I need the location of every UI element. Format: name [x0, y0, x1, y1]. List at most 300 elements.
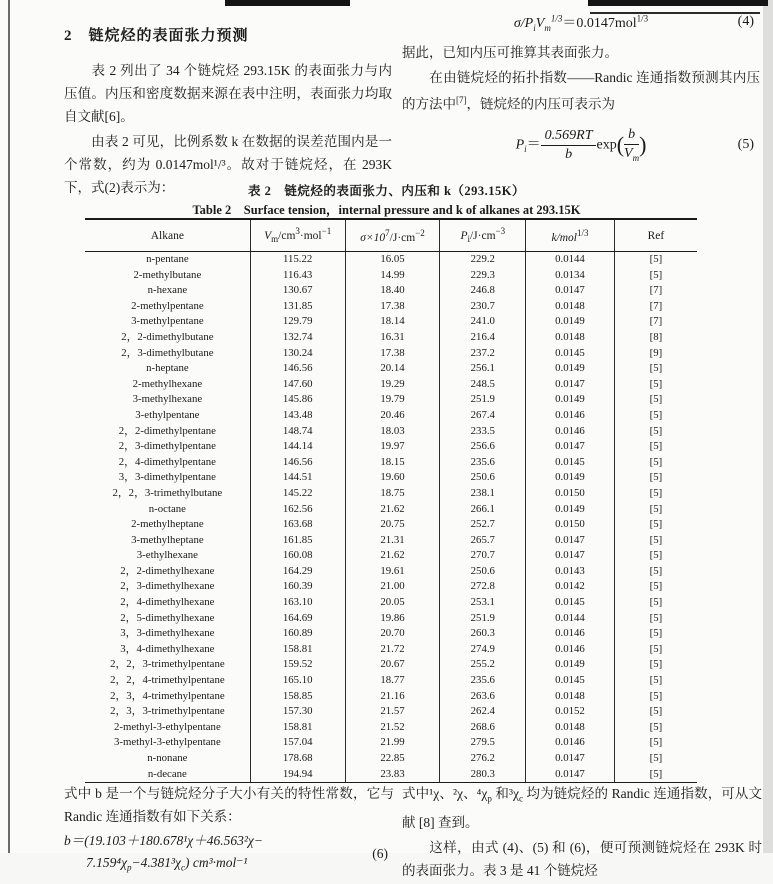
paragraph-text: 式中¹χ、²χ、⁴χ — [402, 786, 488, 801]
table-cell: 0.0147 — [526, 283, 615, 299]
paragraph-text: 在由链烷烃的拓扑指数——Randic 连通指数预测其内压的方法中 — [402, 69, 760, 112]
table-cell: 2，2，4-trimethylpentane — [110, 674, 225, 687]
table-row — [85, 330, 697, 346]
table-cell: 229.3 — [440, 268, 526, 284]
col-header-k: k/mol$^{1/3}$ — [526, 219, 615, 252]
eq4-vsub: m — [544, 22, 551, 33]
table-cell: 3-methyl-3-ethylpentane — [114, 736, 221, 749]
table-cell: 276.2 — [440, 751, 526, 767]
table-cell: 246.8 — [440, 283, 526, 299]
table-cell: 19.29 — [345, 377, 440, 393]
col-header-ref: Ref — [614, 219, 697, 252]
equation-6 — [64, 830, 394, 879]
table-row — [85, 424, 697, 440]
table-cell: 0.0147 — [526, 377, 615, 393]
table-row — [85, 767, 697, 783]
table-cell: 0.0147 — [526, 751, 615, 767]
table-cell: [5] — [614, 642, 697, 658]
table-cell: 0.0143 — [526, 564, 615, 580]
table-cell: 2，2-dimethylhexane — [120, 564, 215, 577]
paragraph-text: 式中 b 是一个与链烷烃分子大小有关的特性常数，它与 Randic 连通指数有如下关系： — [64, 786, 394, 824]
table-cell: 146.56 — [250, 455, 345, 471]
table-cell: [5] — [614, 767, 697, 783]
table-cell: 21.62 — [345, 502, 440, 518]
table-row — [85, 486, 697, 502]
table-cell: n-octane — [148, 502, 186, 515]
scan-edge-strip — [763, 0, 773, 853]
table-cell: 145.86 — [250, 392, 345, 408]
col-header-sigma: $\sigma\times 10^7/J\cdot cm^{-2}$ — [345, 219, 440, 252]
table-cell: 0.0150 — [526, 486, 615, 502]
table-cell: 2，3-dimethylhexane — [120, 580, 215, 593]
table-cell: 268.6 — [440, 720, 526, 736]
table-cell: [5] — [614, 673, 697, 689]
table-row — [85, 346, 697, 362]
table-cell: [9] — [614, 346, 697, 362]
table-cell: 0.0149 — [526, 361, 615, 377]
table-cell: [8] — [614, 330, 697, 346]
table-cell: n-heptane — [146, 362, 189, 375]
table-cell: 2-methylhexane — [132, 377, 203, 390]
table-cell: 270.7 — [440, 548, 526, 564]
table-cell: 248.5 — [440, 377, 526, 393]
eq5-number: (5) — [737, 137, 754, 153]
table-cell: n-decane — [85, 767, 250, 783]
table-cell: [5] — [614, 268, 697, 284]
eq5-fraction — [541, 128, 597, 162]
table-row — [85, 283, 697, 299]
table-cell: 3-ethylpentane — [135, 408, 200, 421]
equation-4 — [402, 12, 760, 33]
col-header-pi: $P_i/J\cdot cm^{-3}$ — [440, 219, 526, 252]
table-cell: 115.22 — [250, 252, 345, 268]
table-cell: [5] — [614, 517, 697, 533]
table-cell: 19.61 — [345, 564, 440, 580]
table-cell: 132.74 — [250, 330, 345, 346]
table-cell: 0.0148 — [526, 689, 615, 705]
table-caption-cn: 表 2 链烷烃的表面张力、内压和 k（293.15K） — [247, 184, 526, 198]
table-cell: 0.0149 — [526, 657, 615, 673]
table-cell: 2-methyl-3-ethylpentane — [114, 720, 221, 733]
scan-artifact — [225, 0, 350, 6]
table-cell: 20.46 — [345, 408, 440, 424]
table-cell: [5] — [614, 735, 697, 751]
table-row — [85, 533, 697, 549]
table-row — [85, 595, 697, 611]
table-cell: 0.0142 — [526, 579, 615, 595]
table-row — [85, 720, 697, 736]
table-cell: 237.2 — [440, 346, 526, 362]
table-cell: 23.83 — [345, 767, 440, 783]
table-cell: 17.38 — [345, 299, 440, 315]
table-cell: 129.79 — [250, 314, 345, 330]
table-cell: 145.22 — [250, 486, 345, 502]
table-cell: 0.0149 — [526, 314, 615, 330]
table-cell: 0.0145 — [526, 673, 615, 689]
table-cell: 21.31 — [345, 533, 440, 549]
table-row — [85, 470, 697, 486]
table-cell: 2，4-dimethylpentane — [118, 455, 216, 468]
left-column — [64, 16, 392, 201]
eq4-rhs: ＝0.0147mol — [562, 16, 637, 31]
table-cell: 230.7 — [440, 299, 526, 315]
eq5-denominator: b — [565, 146, 573, 162]
table-header-row — [85, 219, 697, 252]
table-cell: n-pentane — [146, 253, 189, 265]
table-cell: 160.08 — [250, 548, 345, 564]
col-header-vm: $V_m/cm^3\cdot mol^{-1}$ — [250, 219, 345, 252]
table-cell: 165.10 — [250, 673, 345, 689]
table-cell: 235.6 — [440, 455, 526, 471]
table-cell: 158.81 — [250, 720, 345, 736]
table-cell: 0.0145 — [526, 455, 615, 471]
table-cell: 0.0147 — [526, 439, 615, 455]
table-cell: 260.3 — [440, 626, 526, 642]
paragraph — [64, 59, 392, 128]
table-cell: 251.9 — [440, 611, 526, 627]
eq5-paren: ) — [639, 132, 647, 158]
table-cell: 251.9 — [440, 392, 526, 408]
bottom-right-column — [402, 782, 762, 884]
table-cell: [5] — [614, 720, 697, 736]
eq5-exp: exp — [596, 137, 617, 153]
table-cell: 229.2 — [440, 252, 526, 268]
table-cell: 0.0146 — [526, 424, 615, 440]
right-column — [402, 6, 760, 171]
eq4-number: (4) — [737, 14, 754, 30]
table-cell: 3-methylheptane — [131, 533, 204, 546]
table-cell: 2，2-dimethylpentane — [118, 424, 216, 437]
eq6-line1: b＝(19.103＋180.678¹χ＋46.563²χ− — [64, 833, 263, 848]
table-row — [85, 439, 697, 455]
paragraph-text: ，链烷烃的内压可表示为 — [466, 96, 615, 112]
table-cell: 0.0144 — [526, 611, 615, 627]
table-cell: 2-methylpentane — [131, 299, 204, 312]
eq4-sub: i — [533, 22, 536, 33]
table-cell: 265.7 — [440, 533, 526, 549]
table-cell: 3-ethylhexane — [136, 549, 198, 562]
table-cell: 131.85 — [250, 299, 345, 315]
table-cell: 19.79 — [345, 392, 440, 408]
table-cell: 18.40 — [345, 283, 440, 299]
table-cell: [5] — [614, 252, 697, 268]
paragraph-text: 和³χ — [491, 786, 520, 801]
eq6-number: (6) — [372, 846, 388, 862]
table-cell: [5] — [614, 361, 697, 377]
table-cell: 272.8 — [440, 579, 526, 595]
table-cell: 0.0148 — [526, 330, 615, 346]
table-cell: 116.43 — [250, 268, 345, 284]
table-cell: 178.68 — [250, 751, 345, 767]
table-cell: [5] — [614, 626, 697, 642]
bottom-left-column — [64, 782, 394, 879]
eq5-equals: ＝ — [526, 137, 541, 153]
table-cell: [5] — [614, 470, 697, 486]
table-row — [85, 548, 697, 564]
table-cell: 158.81 — [250, 642, 345, 658]
table-cell: 18.03 — [345, 424, 440, 440]
table-row — [85, 564, 697, 580]
eq5-paren: ( — [616, 132, 625, 158]
table-cell: 148.74 — [250, 424, 345, 440]
table-cell: 159.52 — [250, 657, 345, 673]
table-cell: 2，5-dimethylhexane — [120, 611, 215, 624]
table-row — [85, 673, 697, 689]
table-cell: 2，2-dimethylbutane — [121, 330, 214, 343]
table-row — [85, 642, 697, 658]
table-row — [85, 735, 697, 751]
table-cell: 252.7 — [440, 517, 526, 533]
alkanes-table — [85, 218, 697, 783]
table-cell: 20.67 — [345, 657, 440, 673]
equation-5 — [402, 127, 760, 163]
eq4-vsup: 1/3 — [550, 13, 563, 24]
table-cell: 0.0146 — [526, 408, 615, 424]
table-cell: [5] — [614, 579, 697, 595]
table-cell: 0.0146 — [526, 626, 615, 642]
table-cell: [5] — [614, 377, 697, 393]
chi-sub-c: c — [519, 793, 524, 804]
table-cell: 21.57 — [345, 704, 440, 720]
eq4-lhs: σ/P — [513, 16, 534, 31]
table-cell: 250.6 — [440, 470, 526, 486]
table-cell: 0.0146 — [526, 735, 615, 751]
table-cell: [5] — [614, 751, 697, 767]
table-cell: 21.99 — [345, 735, 440, 751]
paragraph-text: 均为链烷烃的 Randic 连通指数，可从文献 [8] 查到。 — [402, 786, 762, 830]
table-cell: 194.94 — [250, 767, 345, 783]
paragraph — [402, 41, 760, 64]
citation-sup: [7] — [456, 94, 467, 105]
table-row — [85, 626, 697, 642]
table-cell: 161.85 — [250, 533, 345, 549]
table-row — [85, 751, 697, 767]
table-cell: [5] — [614, 533, 697, 549]
table-cell: 19.60 — [345, 470, 440, 486]
table-cell: 0.0152 — [526, 704, 615, 720]
table-cell: 2-methylbutane — [133, 268, 202, 281]
table-caption-en: Table 2 Surface tension，internal pressure and k of alkanes at 293.15K — [192, 203, 581, 217]
table-cell: 0.0149 — [526, 470, 615, 486]
table-cell: 216.4 — [440, 330, 526, 346]
table-cell: 280.3 — [440, 767, 526, 783]
table-cell: 162.56 — [250, 502, 345, 518]
table-cell: 235.6 — [440, 673, 526, 689]
table-cell: [5] — [614, 408, 697, 424]
table-row — [85, 268, 697, 284]
eq6-line2: $7.159^4\chi_p-4.381^3\chi_c$) cm³·mol⁻¹ (6) — [64, 852, 394, 879]
table-cell: 157.04 — [250, 735, 345, 751]
table-cell: 18.15 — [345, 455, 440, 471]
table-cell: 0.0149 — [526, 502, 615, 518]
table-cell: 0.0148 — [526, 720, 615, 736]
paragraph-text: 据此，已知内压可推算其表面张力。 — [402, 44, 618, 60]
paragraph-text: 由表 2 可见，比例系数 k 在数据的误差范围内是一个常数，约为 0.0147mol¹/³。故对于链烷烃，在 293K 下，式(2)表示为： — [64, 134, 392, 195]
table-cell: 274.9 — [440, 642, 526, 658]
table-cell: 0.0145 — [526, 595, 615, 611]
table-cell: [5] — [614, 704, 697, 720]
table-cell: 0.0145 — [526, 346, 615, 362]
table-cell: [5] — [614, 689, 697, 705]
table-cell: 2，3，3-trimethylpentane — [110, 705, 225, 718]
chi-sub-p: p — [487, 793, 492, 804]
table-cell: 2，3-dimethylbutane — [121, 346, 214, 359]
table-cell: 238.1 — [440, 486, 526, 502]
table-cell: 160.39 — [250, 579, 345, 595]
table-cell: 256.1 — [440, 361, 526, 377]
table-cell: 158.85 — [250, 689, 345, 705]
paragraph — [402, 66, 760, 116]
table-cell: 164.69 — [250, 611, 345, 627]
table-cell: 21.52 — [345, 720, 440, 736]
eq5-lhs: P — [515, 137, 525, 153]
table-cell: 147.60 — [250, 377, 345, 393]
table-cell: 2，4-dimethylhexane — [120, 596, 215, 609]
table-cell: [5] — [614, 548, 697, 564]
table-cell: 3-methylpentane — [131, 315, 204, 328]
table-cell: 144.51 — [250, 470, 345, 486]
table-cell: [5] — [614, 657, 697, 673]
table-cell: 279.5 — [440, 735, 526, 751]
eq5-arg-den — [624, 145, 639, 164]
table-row — [85, 579, 697, 595]
table-cell: 146.56 — [250, 361, 345, 377]
paragraph-text: 这样，由式 (4)、(5) 和 (6)，便可预测链烷烃在 293K 时的表面张力。表 3 是 41 个链烷烃 — [402, 839, 762, 878]
table-cell: 3，3-dimethylhexane — [120, 627, 215, 640]
table-cell: 21.62 — [345, 548, 440, 564]
table-row — [85, 689, 697, 705]
paragraph — [402, 836, 762, 882]
table-row — [85, 657, 697, 673]
table-cell: 2-methylheptane — [131, 518, 204, 531]
table-cell: 21.72 — [345, 642, 440, 658]
table-cell: [5] — [614, 455, 697, 471]
table-cell: 233.5 — [440, 424, 526, 440]
table-row — [85, 455, 697, 471]
eq4-v: V — [535, 16, 545, 31]
table-cell: 3，3-dimethylpentane — [118, 471, 216, 484]
table-cell: [5] — [614, 392, 697, 408]
scan-edge-line — [8, 0, 10, 853]
table-cell: 20.14 — [345, 361, 440, 377]
table-cell: 2，3-dimethylpentane — [118, 440, 216, 453]
table-cell: 144.14 — [250, 439, 345, 455]
table-cell: 241.0 — [440, 314, 526, 330]
table-row — [85, 611, 697, 627]
table-cell: 163.10 — [250, 595, 345, 611]
table-row — [85, 517, 697, 533]
table-cell: 20.75 — [345, 517, 440, 533]
table-cell: 266.1 — [440, 502, 526, 518]
table-body — [85, 252, 697, 783]
table-cell: n-hexane — [147, 284, 188, 297]
table-cell: [5] — [614, 595, 697, 611]
table-cell: 130.67 — [250, 283, 345, 299]
table-row — [85, 361, 697, 377]
eq4-rhs-sup: 1/3 — [636, 13, 649, 24]
table-cell: 0.0146 — [526, 642, 615, 658]
table-cell: 0.0147 — [526, 548, 615, 564]
table-cell: 164.29 — [250, 564, 345, 580]
table-cell: 0.0147 — [526, 533, 615, 549]
table-cell: 18.75 — [345, 486, 440, 502]
table-cell: 163.68 — [250, 517, 345, 533]
table-row — [85, 377, 697, 393]
table-cell: 21.00 — [345, 579, 440, 595]
table-cell: 0.0149 — [526, 392, 615, 408]
table-cell: 262.4 — [440, 704, 526, 720]
table-cell: 256.6 — [440, 439, 526, 455]
col-header-alkane: Alkane — [85, 219, 250, 252]
table-cell: 16.05 — [345, 252, 440, 268]
table-cell: 267.4 — [440, 408, 526, 424]
table-cell: 20.05 — [345, 595, 440, 611]
table-cell: 0.0144 — [526, 252, 615, 268]
eq5-arg-den-v: V — [624, 145, 633, 161]
table-cell: [5] — [614, 424, 697, 440]
section-heading: 2 链烷烃的表面张力预测 — [64, 28, 249, 44]
eq5-sub: i — [524, 144, 527, 155]
eq5-numerator: 0.569RT — [541, 128, 597, 145]
table-cell: [5] — [614, 564, 697, 580]
table-cell: 255.2 — [440, 657, 526, 673]
table-cell: 157.30 — [250, 704, 345, 720]
table-cell: 250.6 — [440, 564, 526, 580]
table-cell: 2，3，4-trimethylpentane — [110, 689, 225, 702]
table-cell: 22.85 — [345, 751, 440, 767]
table-cell: 17.38 — [345, 346, 440, 362]
table-cell: 16.31 — [345, 330, 440, 346]
table-cell: [5] — [614, 486, 697, 502]
table-cell: 18.77 — [345, 673, 440, 689]
table-cell: 18.14 — [345, 314, 440, 330]
table-cell: 160.89 — [250, 626, 345, 642]
table-row — [85, 299, 697, 315]
table-cell: [7] — [614, 299, 697, 315]
table-cell: 19.86 — [345, 611, 440, 627]
table-cell: 0.0148 — [526, 299, 615, 315]
table-cell: 0.0134 — [526, 268, 615, 284]
table-cell: 253.1 — [440, 595, 526, 611]
table-cell: [7] — [614, 314, 697, 330]
eq5-arg-den-sub: m — [632, 152, 640, 163]
eq5-arg-fraction — [624, 127, 639, 163]
table-cell: 2，2，3-trimethylbutane — [112, 486, 223, 499]
table-row — [85, 314, 697, 330]
table-cell: [5] — [614, 439, 697, 455]
table-cell: n-nonane — [147, 752, 188, 764]
table-cell: 2，2，3-trimethylpentane — [110, 658, 225, 671]
table-row — [85, 392, 697, 408]
table-row — [85, 252, 697, 268]
paragraph — [402, 782, 762, 834]
table-row — [85, 408, 697, 424]
table-row — [85, 502, 697, 518]
table-cell: 263.6 — [440, 689, 526, 705]
table-cell: 20.70 — [345, 626, 440, 642]
table-cell: [5] — [614, 502, 697, 518]
table-cell: 130.24 — [250, 346, 345, 362]
table-cell: 19.97 — [345, 439, 440, 455]
table-cell: 143.48 — [250, 408, 345, 424]
paragraph — [64, 782, 394, 828]
table-cell: [5] — [614, 611, 697, 627]
table-cell: [7] — [614, 283, 697, 299]
table-cell: 0.0147 — [526, 767, 615, 783]
table-cell: 3-methylhexane — [132, 393, 203, 406]
table-cell: 0.0150 — [526, 517, 615, 533]
paragraph-text: 表 2 列出了 34 个链烷烃 293.15K 的表面张力与内压值。内压和密度数据来源在表中注明，表面张力均取自文献[6]。 — [64, 63, 392, 124]
